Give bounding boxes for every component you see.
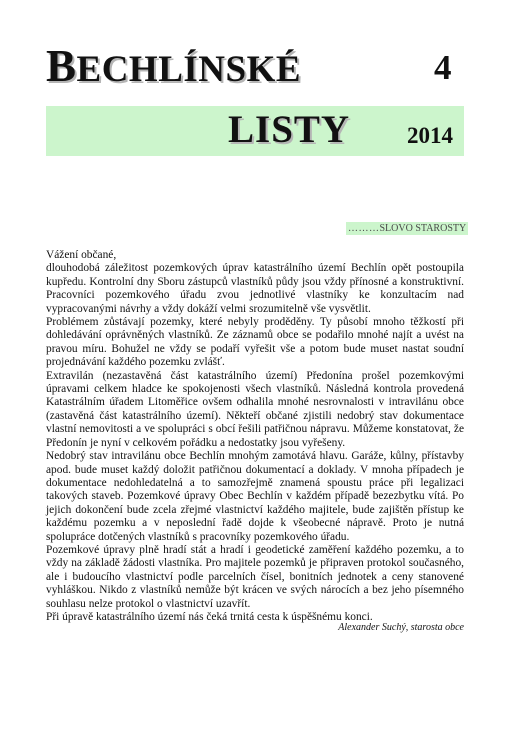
issue-year: 2014 (407, 123, 453, 148)
section-label: SLOVO STAROSTY (379, 223, 467, 234)
article-greeting: Vážení občané, (46, 249, 117, 261)
article-paragraph: Pozemkové úpravy plně hradí stát a hradí i geodetické zaměření každého pozemku, a to vždy na základě žádosti vlastníka. Pro majitele pozemků je připraven protokol současného, ale i budoucího vlastnictví podle parcelních čísel, bonitních jednotek a ceny stanovené vyhláškou. Nikdo z vlastníků nemůže být krácen ve svých nárocích a bez jeho písemného souhlasu nelze protokol o vlastnictví uzavřít. (46, 543, 464, 610)
masthead-title (46, 41, 302, 91)
article-signature: Alexander Suchý, starosta obce (338, 622, 464, 633)
article-body (46, 249, 464, 624)
masthead-title-initial: B (46, 41, 77, 91)
article-paragraph: dlouhodobá záležitost pozemkových úprav katastrálního území Bechlín opět postoupila kupředu. Kontrolní dny Sboru zástupců vlastníků půdy jsou vždy přínosné a konstruktivní. Pracovníci pozemkového úřadu zvou jednotlivé vlastníky ke konzultacím nad vypracovanými návrhy a vždy dokáží velmi srozumitelně vše vysvětlit. (46, 262, 464, 315)
section-dots: ……… (348, 223, 380, 234)
article-paragraph: Problémem zůstávají pozemky, které nebyly proděděny. Ty působí mnoho těžkostí při dohledávání oprávněných vlastníků. Ze záznamů obce se podařilo mnohé najít a uvést na pravou míru. Bohužel ne vždy se podaří vyřešit vše a potom bude muset nastat soudní projednávání každého pozemku zvlášť. (46, 316, 464, 369)
section-heading (346, 222, 468, 235)
masthead-subtitle: LISTY (228, 108, 351, 151)
article-paragraph: Při úpravě katastrálního území nás čeká trnitá cesta k úspěšnému konci. (46, 610, 373, 623)
masthead-title-rest: ECHLÍNSKÉ (76, 49, 302, 90)
article-paragraph: Nedobrý stav intravilánu obce Bechlín mnohým zamotává hlavu. Garáže, kůlny, přístavby apod. bude muset každý doložit patřičnou dokumentací a doklady. V mnoha případech je dokumentace nedohledatelná a to samozřejmě znamená spoustu práce při legalizaci takových staveb. Pozemkové úpravy Obec Bechlín v každém případě bezezbytku vítá. Po jejich dokončení bude zcela zřejmé vlastnictví každého majitele, bude zajištěn přístup ke každému pozemku a v neposlední řadě dojde k všeobecné nápravě. Proto je nutná spolupráce dotčených vlastníků s pracovníky pozemkového úřadu. (46, 450, 464, 543)
issue-number: 4 (434, 48, 452, 87)
article-paragraph: Extravilán (nezastavěná část katastrálního území) Předonína prošel pozemkovými úpravami celkem hladce ke spokojenosti všech vlastníků. Následná kontrola provedená Katastrálním úřadem Litoměřice ovšem odhalila mnohé nesrovnalosti v intravilánu obce (zastavěná část katastrálního území). Někteří občané zjistili nedobrý stav dokumentace vlastní nemovitosti a ve spolupráci s obcí řešili patřičnou nápravu. Můžeme konstatovat, že Předonín je nyní v celkovém pořádku a nedostatky jsou vyřešeny. (46, 369, 464, 449)
